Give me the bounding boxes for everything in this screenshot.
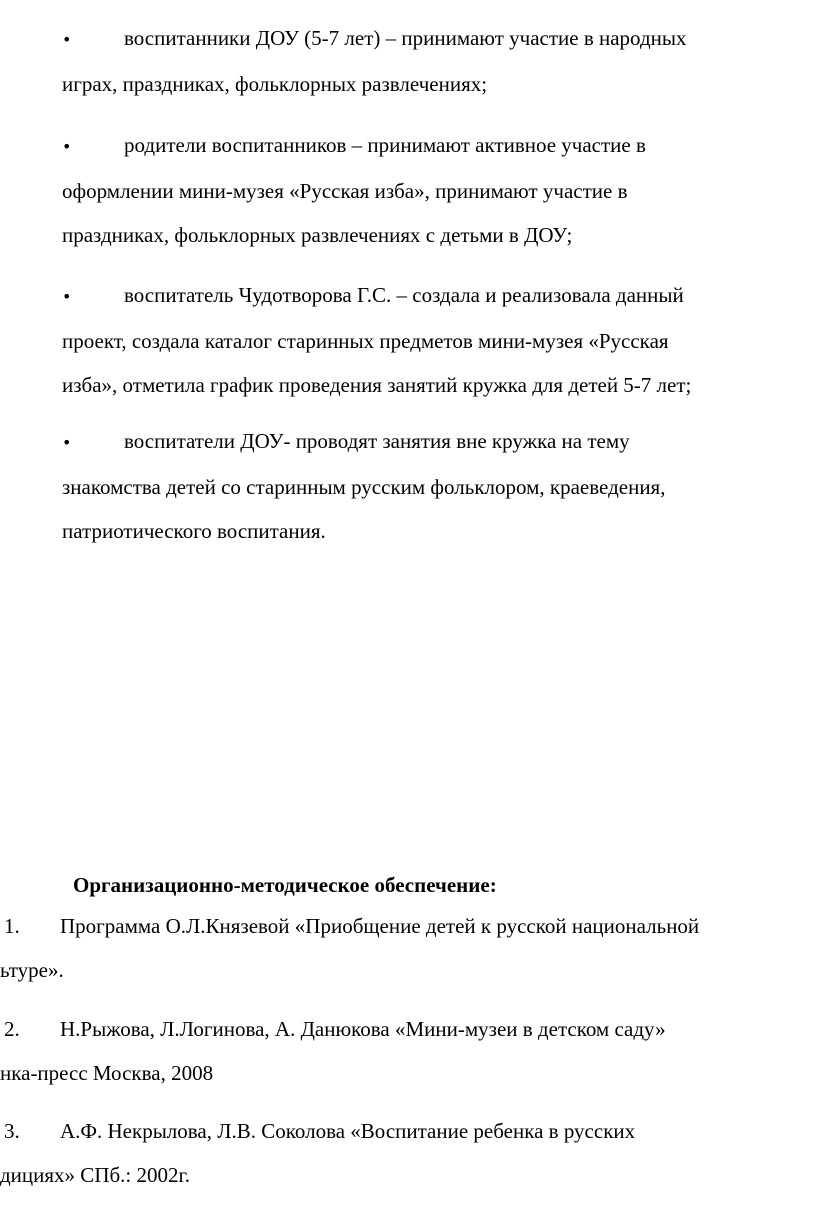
bullet-text: оформлении мини-музея «Русская изба», принимают участие в <box>62 179 628 203</box>
reference-text: дициях» СПб.: 2002г. <box>0 1163 190 1187</box>
bullet-text: праздниках, фольклорных развлечениях с детьми в ДОУ; <box>62 223 573 247</box>
bullet-text: проект, создала каталог старинных предметов мини-музея «Русская <box>62 329 669 353</box>
participant-item-teachers <box>62 419 802 553</box>
bullet-text: воспитатель Чудотворова Г.С. – создала и реализовала данный <box>124 283 684 307</box>
bullet-text: воспитанники ДОУ (5-7 лет) – принимают участие в народных <box>124 26 687 50</box>
reference-text: ьтуре». <box>0 958 64 982</box>
bullet-icon: • <box>62 287 72 306</box>
reference-text: Н.Рыжова, Л.Логинова, А. Данюкова «Мини-музеи в детском саду» <box>60 1017 666 1041</box>
reference-line <box>0 1007 816 1051</box>
participant-item-parents <box>62 123 802 257</box>
reference-number: 2. <box>4 1017 20 1041</box>
bullet-icon: • <box>62 433 72 452</box>
participant-item-teacher <box>62 273 802 407</box>
reference-item <box>0 904 816 992</box>
reference-text: нка-пресс Москва, 2008 <box>0 1061 214 1085</box>
participant-item-pupils <box>62 16 802 106</box>
reference-number: 3. <box>4 1119 20 1143</box>
reference-number: 1. <box>4 914 20 938</box>
section-title: Организационно-методическое обеспечение: <box>73 873 497 897</box>
reference-item <box>0 1007 816 1095</box>
reference-item <box>0 1109 816 1197</box>
bullet-line <box>62 419 802 465</box>
bullet-line <box>62 123 802 169</box>
reference-line <box>0 1109 816 1153</box>
bullet-line <box>62 273 802 319</box>
bullet-text: воспитатели ДОУ- проводят занятия вне кружка на тему <box>124 429 630 453</box>
reference-line <box>0 904 816 948</box>
bullet-text: изба», отметила график проведения занятий кружка для детей 5-7 лет; <box>62 373 692 397</box>
bullet-icon: • <box>62 137 72 156</box>
bullet-text: знакомства детей со старинным русским фольклором, краеведения, <box>62 475 666 499</box>
bullet-text: играх, праздниках, фольклорных развлечениях; <box>62 72 488 96</box>
bullet-line <box>62 16 802 62</box>
bullet-icon: • <box>62 30 72 49</box>
reference-text: А.Ф. Некрылова, Л.В. Соколова «Воспитание ребенка в русских <box>60 1119 636 1143</box>
bullet-text: патриотического воспитания. <box>62 519 326 543</box>
reference-text: Программа О.Л.Князевой «Приобщение детей к русской национальной <box>60 914 700 938</box>
bullet-text: родители воспитанников – принимают активное участие в <box>124 133 646 157</box>
